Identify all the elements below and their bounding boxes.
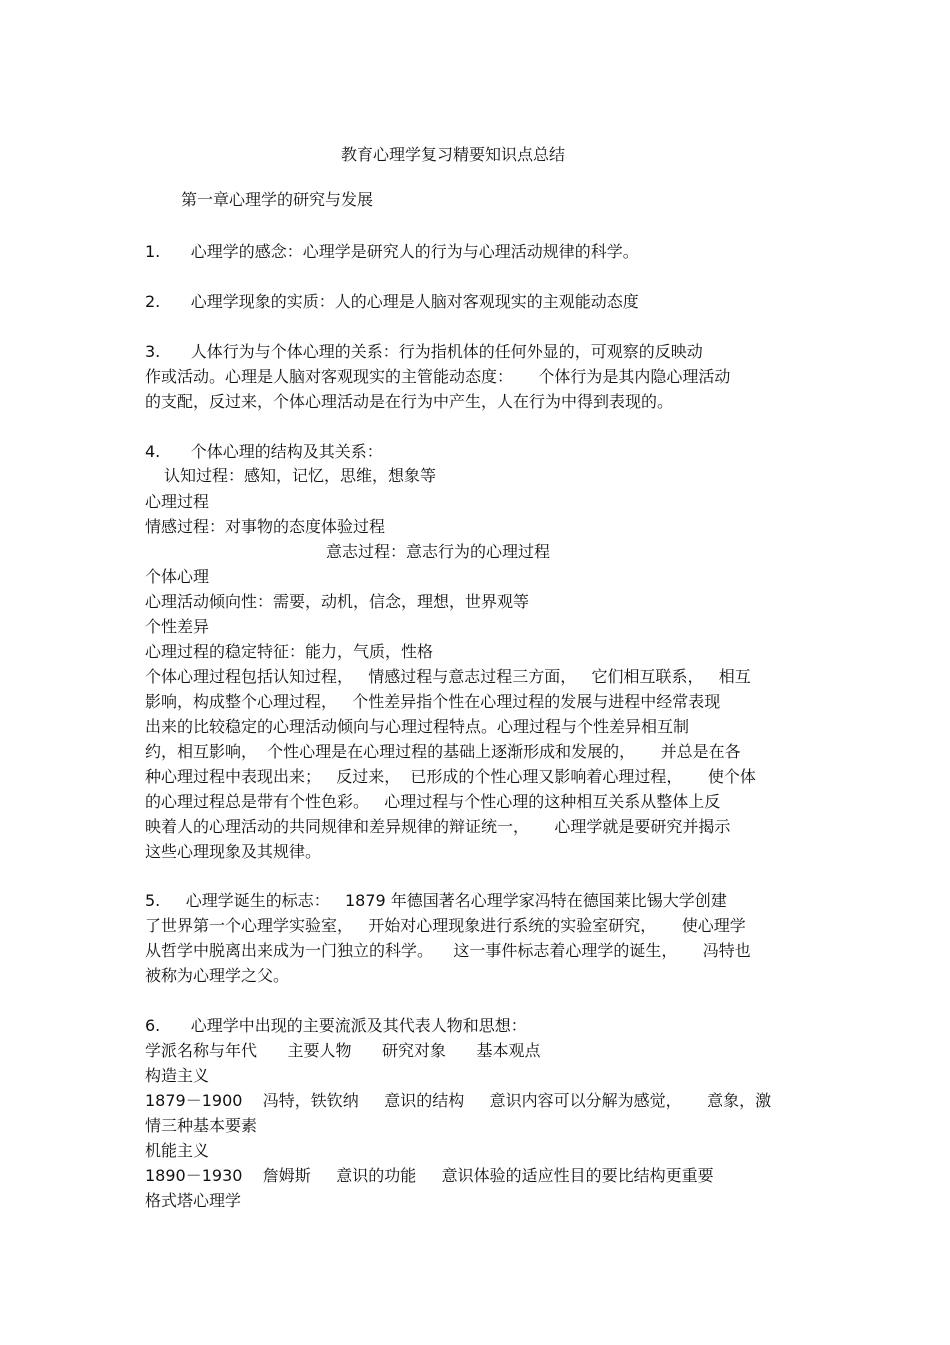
paragraph-line: 从哲学中脱离出来成为一门独立的科学。 这一事件标志着心理学的诞生， 冯特也 [145, 941, 751, 960]
paragraph-line: 5. 心理学诞生的标志： 1879 年德国著名心理学家冯特在德国莱比锡大学创建 [145, 891, 727, 910]
paragraph-line: 个体心理 [145, 567, 210, 586]
paragraph-line: 心理过程 [145, 492, 210, 511]
paragraph-line: 意志过程：意志行为的心理过程 [326, 542, 551, 561]
paragraph-line: 构造主义 [145, 1066, 210, 1085]
paragraph-line: 3. 人体行为与个体心理的关系：行为指机体的任何外显的，可观察的反映动 [145, 342, 703, 361]
paragraph-line: 了世界第一个心理学实验室， 开始对心理现象进行系统的实验室研究， 使心理学 [145, 916, 746, 935]
paragraph-line: 格式塔心理学 [145, 1191, 242, 1210]
paragraph-line: 个性差异 [145, 617, 210, 636]
document-title: 教育心理学复习精要知识点总结 [341, 145, 566, 164]
paragraph-line: 作或活动。心理是人脑对客观现实的主管能动态度： 个体行为是其内隐心理活动 [145, 367, 731, 386]
paragraph-line: 心理活动倾向性：需要，动机，信念，理想，世界观等 [145, 592, 530, 611]
paragraph-line: 机能主义 [145, 1141, 210, 1160]
paragraph-line: 情三种基本要素 [145, 1116, 258, 1135]
paragraph-line: 情感过程：对事物的态度体验过程 [145, 517, 386, 536]
paragraph-line: 1879－1900 冯特，铁钦纳 意识的结构 意识内容可以分解为感觉， 意象，激 [145, 1091, 772, 1110]
paragraph-line: 个体心理过程包括认知过程， 情感过程与意志过程三方面， 它们相互联系， 相互 [145, 667, 751, 686]
chapter-heading: 第一章心理学的研究与发展 [181, 190, 374, 209]
paragraph-line: 出来的比较稳定的心理活动倾向与心理过程特点。心理过程与个性差异相互制 [145, 717, 690, 736]
paragraph-line: 的支配，反过来，个体心理活动是在行为中产生，人在行为中得到表现的。 [145, 392, 674, 411]
paragraph-line: 4. 个体心理的结构及其关系： [145, 442, 383, 461]
paragraph-line: 影响，构成整个心理过程， 个性差异指个性在心理过程的发展与进程中经常表现 [145, 692, 721, 711]
paragraph-line: 映着人的心理活动的共同规律和差异规律的辩证统一， 心理学就是要研究并揭示 [145, 817, 731, 836]
paragraph-line: 学派名称与年代 主要人物 研究对象 基本观点 [145, 1041, 541, 1060]
paragraph-line: 这些心理现象及其规律。 [145, 842, 322, 861]
paragraph-line: 种心理过程中表现出来； 反过来， 已形成的个性心理又影响着心理过程， 使个体 [145, 767, 756, 786]
paragraph-line: 约，相互影响， 个性心理是在心理过程的基础上逐渐形成和发展的， 并总是在各 [145, 742, 741, 761]
paragraph-line: 6. 心理学中出现的主要流派及其代表人物和思想： [145, 1016, 527, 1035]
paragraph-line: 认知过程：感知，记忆，思维，想象等 [164, 466, 437, 485]
paragraph-line: 2. 心理学现象的实质：人的心理是人脑对客观现实的主观能动态度 [145, 292, 639, 311]
paragraph-line: 被称为心理学之父。 [145, 966, 290, 985]
paragraph-line: 心理过程的稳定特征：能力，气质，性格 [145, 642, 434, 661]
paragraph-line: 1890－1930 詹姆斯 意识的功能 意识体验的适应性目的要比结构更重要 [145, 1166, 714, 1185]
paragraph-line: 的心理过程总是带有个性色彩。 心理过程与个性心理的这种相互关系从整体上反 [145, 792, 721, 811]
paragraph-line: 1. 心理学的感念：心理学是研究人的行为与心理活动规律的科学。 [145, 242, 639, 261]
